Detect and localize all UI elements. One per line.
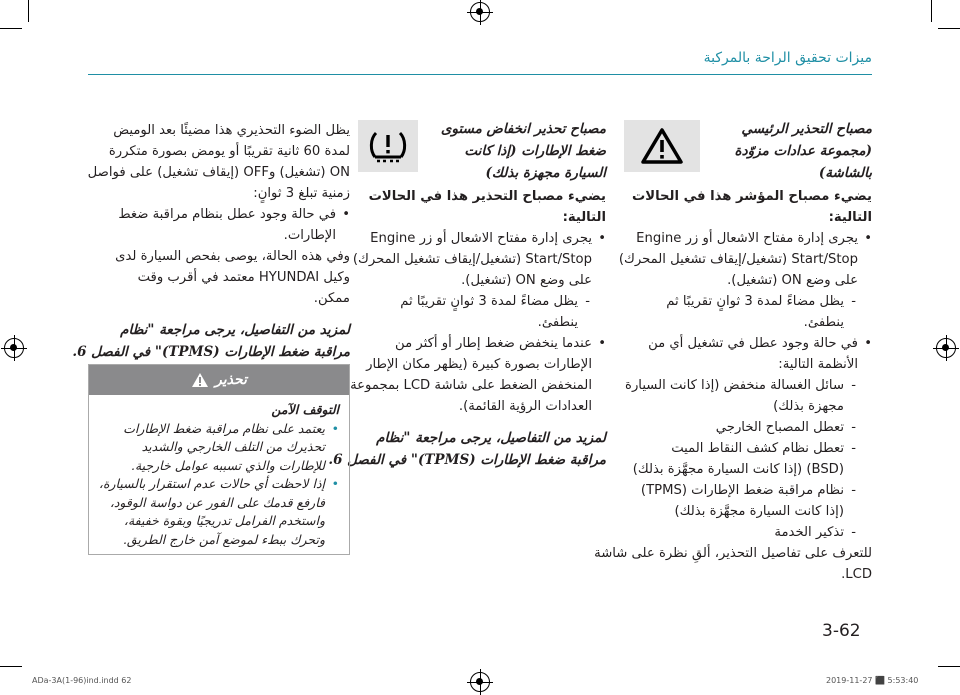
list-item: - تعطل المصباح الخارجي: [624, 417, 858, 438]
tpms-warning-title: مصباح تحذير انخفاض مستوى ضغط الإطارات (إذا كانت السيارة مجهزة بذلك): [440, 121, 606, 181]
tpms-reference: لمزيد من التفاصيل، يرجى مراجعة "نظام مراقبة ضغط الإطارات (TPMS)" في الفصل 6.: [72, 322, 350, 360]
list-item: • إذا لاحظت أي حالات عدم استقرار بالسيارة، فارفع قدمك على الفور عن دواسة الوقود، واستخدم الفرامل تدريجيًا وبقوة خفيفة، وتحرك ببطء لموضع آمن خارج الطريق.: [99, 475, 339, 549]
warning-subtitle: التوقف الآمن: [271, 402, 339, 417]
crop-mark: [28, 0, 29, 22]
warning-title: تحذير: [215, 372, 247, 388]
list-item: - يظل مضاءً لمدة 3 ثوانٍ تقريبًا ثم ينطفئ.: [624, 291, 858, 333]
tpms-icon-box: [358, 120, 418, 172]
crop-mark: [931, 0, 932, 22]
registration-mark-icon: [470, 672, 490, 692]
list-item: - تعطل نظام كشف النقاط الميت (BSD) (إذا كانت السيارة مجهَّزة بذلك): [624, 438, 858, 480]
master-warning-outro: للتعرف على تفاصيل التحذير، ألقِ نظرة على شاشة LCD.: [594, 546, 872, 582]
registration-mark-icon: [470, 2, 490, 22]
list-item: - نظام مراقبة ضغط الإطارات (TPMS) (إذا كانت السيارة مجهَّزة بذلك): [624, 480, 858, 522]
master-warning-icon-box: [624, 120, 700, 172]
registration-mark-icon: [4, 338, 24, 358]
list-item: • يجرى إدارة مفتاح الاشعال أو زر Engine Start/Stop (تشغيل/إيقاف تشغيل المحرك) على وضع ON (تشغيل).: [624, 228, 872, 291]
list-item: - سائل الغسالة منخفض (إذا كانت السيارة مجهزة بذلك): [624, 375, 858, 417]
dealer-check-paragraph: وفي هذه الحالة، يوصى بفحص السيارة لدى وكيل HYUNDAI معتمد في أقرب وقت ممكن.: [115, 249, 350, 306]
list-item: • يعتمد على نظام مراقبة ضغط الإطارات تحذيرك من التلف الخارجي والشديد للإطارات والذي تسببه عوامل خارجية.: [99, 420, 339, 476]
master-warning-triangle-icon: [640, 127, 684, 165]
warning-header: [89, 365, 349, 395]
header-rule: [88, 74, 872, 75]
list-item: • في حالة وجود عطل بنظام مراقبة ضغط الإطارات.: [88, 204, 350, 246]
crop-mark: [938, 666, 960, 667]
list-item: • في حالة وجود عطل في تشغيل أي من الأنظمة التالية:: [624, 333, 872, 375]
master-warning-title: مصباح التحذير الرئيسي (مجموعة عدادات مزوّدة بالشاشة): [734, 121, 872, 181]
tpms-malfunction-paragraph: يظل الضوء التحذيري هذا مضيئًا بعد الوميض لمدة 60 ثانية تقريبًا أو يومض بصورة متكررة ON (تشغيل) وOFF (إيقاف تشغيل) على فواصل زمنية تبلغ 3 ثوانٍ:: [87, 123, 350, 201]
section-header: ميزات تحقيق الراحة بالمركبة: [703, 50, 872, 66]
tpms-intro: يضيء مصباح التحذير هذا في الحالات التالية:: [368, 189, 606, 225]
list-item: • يجرى إدارة مفتاح الاشعال أو زر Engine Start/Stop (تشغيل/إيقاف تشغيل المحرك) على وضع ON (تشغيل).: [358, 228, 606, 291]
list-item: - تذكير الخدمة: [624, 522, 858, 543]
right-column-body: [594, 186, 872, 585]
low-tire-pressure-icon: [367, 127, 409, 165]
list-item: • عندما ينخفض ضغط إطار أو أكثر من الإطارات بصورة كبيرة (يظهر مكان الإطار المنخفض الضغط على شاشة LCD بمجموعة العدادات الرؤية القائمة).: [358, 333, 606, 417]
warning-box: [88, 364, 350, 555]
warning-triangle-icon: [191, 372, 209, 388]
crop-mark: [0, 666, 22, 667]
page-number: 3-62: [822, 621, 861, 641]
master-warning-intro: يضيء مصباح المؤشر هذا في الحالات التالية:: [632, 189, 872, 225]
list-item: - يظل مضاءً لمدة 3 ثوانٍ تقريبًا ثم ينطفئ.: [358, 291, 592, 333]
footer-file: ADa-3A(1-96)ind.indd 62: [32, 676, 132, 685]
warning-body: [89, 395, 349, 549]
crop-mark: [938, 28, 960, 29]
footer-timestamp: 2019-11-27 ⬛ 5:53:40: [826, 676, 919, 685]
left-column-body: [72, 120, 350, 363]
registration-mark-icon: [936, 338, 956, 358]
tpms-reference: لمزيد من التفاصيل، يرجى مراجعة "نظام مراقبة ضغط الإطارات (TPMS)" في الفصل 6.: [328, 430, 606, 468]
middle-column-body: [328, 186, 606, 471]
crop-mark: [0, 28, 22, 29]
